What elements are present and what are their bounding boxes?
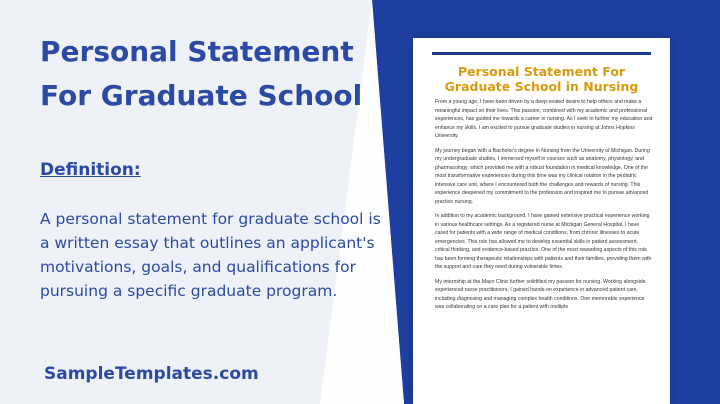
document-paragraph: My internship at the Mayo Clinic further solidified my passion for nursing. Working alongside experienced nurse practitioners, I gained hands-on experience in advanced patient care, including diagnosing and managing complex health conditions. One memorable experience was collaborating on a care plan for a patient with multiple <box>435 278 646 310</box>
document-preview <box>413 38 670 404</box>
document-paragraph: From a young age, I have been driven by a deep-seated desire to help others and make a meaningful impact on their lives. This passion, combined with my academic and professional experiences, has guided me towards a career in nursing. As I seek to further my education and enhance my skills, I am excited to pursue graduate studies in nursing at Johns Hopkins University. <box>435 99 653 139</box>
definition-label: Definition: <box>40 160 141 180</box>
document-body <box>435 98 653 318</box>
document-top-rule <box>432 52 651 55</box>
document-title: Personal Statement For Graduate School in Nursing <box>444 64 639 94</box>
document-paragraph: My journey began with a Bachelor's degree in Nursing from the University of Michigan. During my undergraduate studies, I immersed myself in courses such as anatomy, physiology, and pharmacology, which provided me with a robust foundation in medical knowledge. One of the most transformative experiences during this time was my clinical rotation in the pediatric intensive care unit, where I encountered both the challenges and rewards of nursing. This experience deepened my commitment to the profession and inspired me to pursue advanced practice nursing. <box>435 147 650 205</box>
page-title: Personal Statement For Graduate School <box>40 35 363 112</box>
definition-text: A personal statement for graduate school is a written essay that outlines an applicant's motivations, goals, and qualifications for pursuing a specific graduate program. <box>40 210 381 300</box>
footer-brand: SampleTemplates.com <box>44 364 259 384</box>
document-paragraph: In addition to my academic background, I have gained extensive practical experience working in various healthcare settings. As a registered nurse at Michigan General Hospital, I have cared for patients with a wide range of medical conditions, from chronic illnesses to acute emergencies. This role has allowed me to develop essential skills in patient assessment, critical thinking, and evidence-based practice. One of the most rewarding aspects of this role has been forming therapeutic relationships with patients and their families, providing them with the support and care they need during vulnerable times. <box>435 213 652 270</box>
